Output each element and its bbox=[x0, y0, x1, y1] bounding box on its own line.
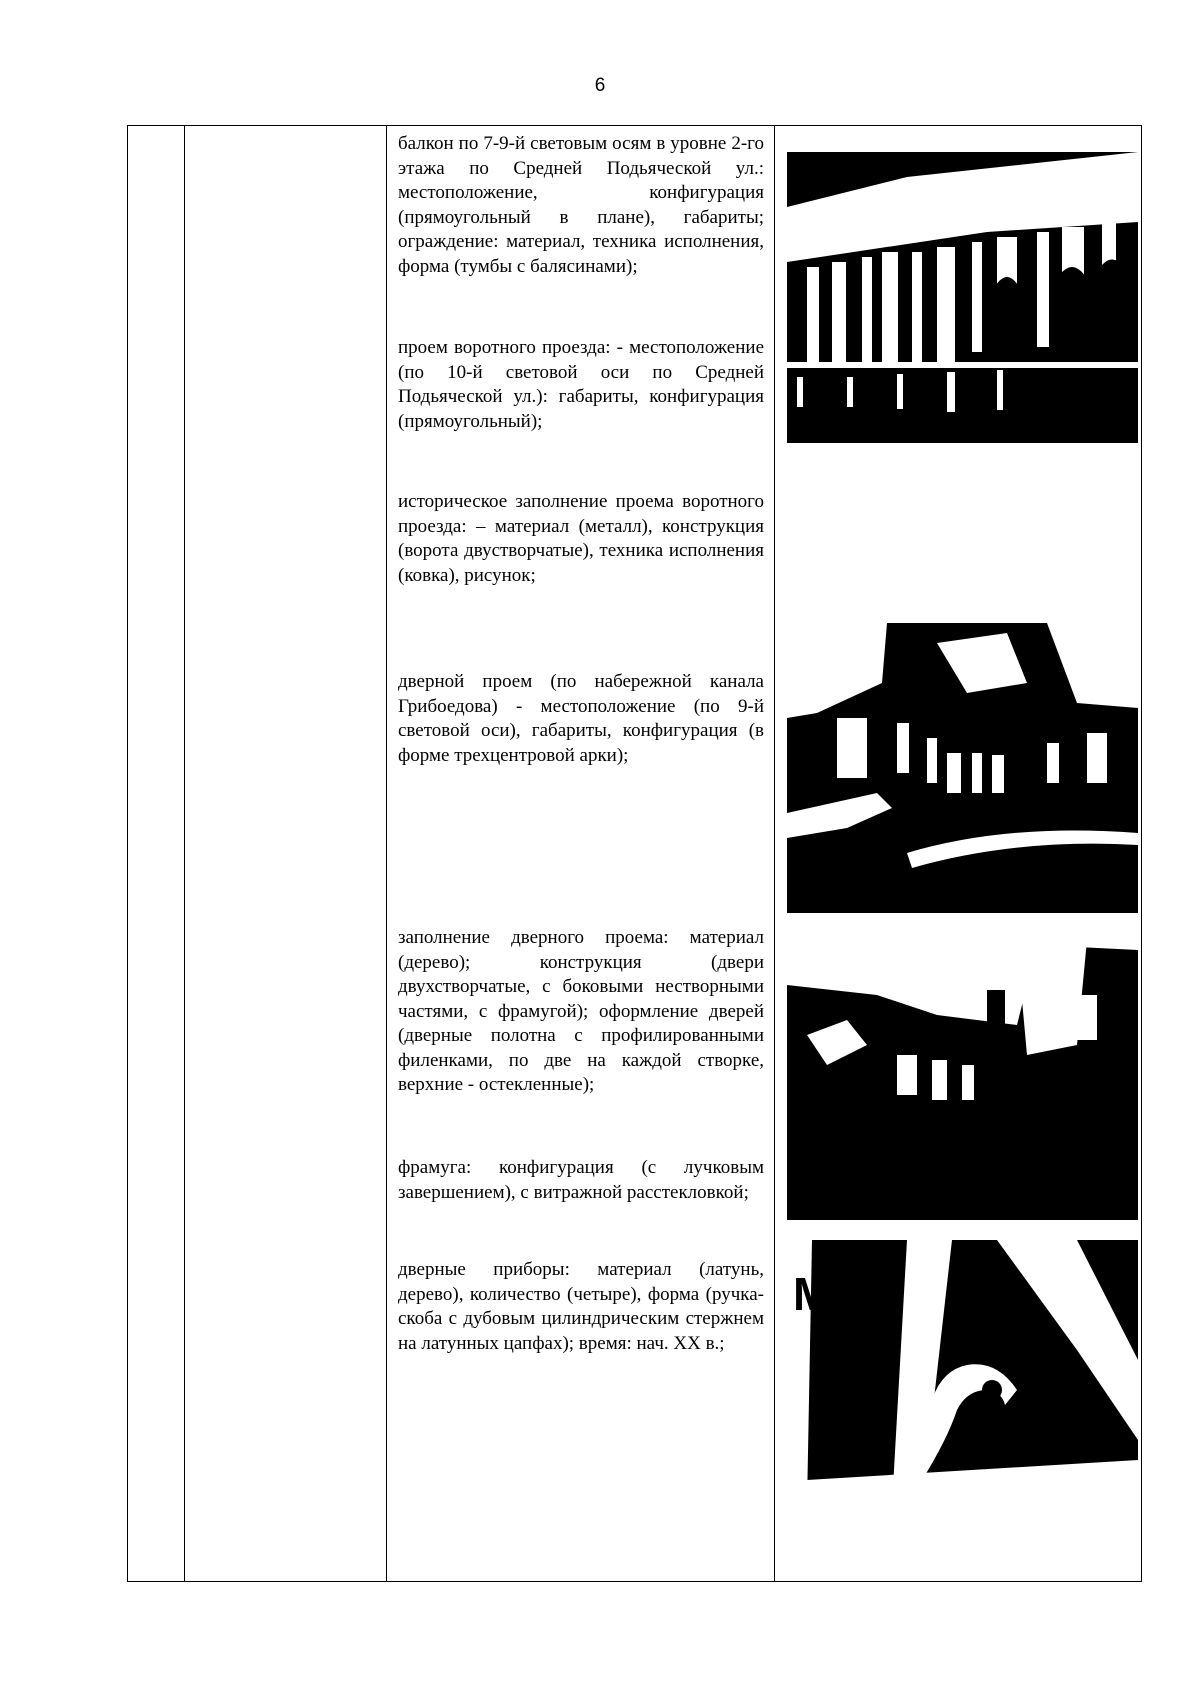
building-facade-balcony-photo bbox=[787, 152, 1138, 443]
column-divider-3 bbox=[774, 126, 775, 1581]
door-opening-description: дверной проем (по набережной канала Грибоедова) - местоположение (по 9-й световой оси), габариты, конфигурация (в форме трехцентровой арки); bbox=[398, 671, 764, 766]
transom-description: фрамуга: конфигурация (с лучковым завершением), с витражной расстекловкой; bbox=[398, 1157, 764, 1203]
gateway-opening-description: проем воротного проезда: - местоположение (по 10-й световой оси по Средней Подьяческой ул.): габариты, конфигурация (прямоугольный); bbox=[398, 337, 764, 432]
door-filling-description: заполнение дверного проема: материал (дерево); конструкция (двери двухстворчатые, с боковыми нестворными частями, с фрамугой); оформление дверей (дверные полотна с профилированными филенками, по две на каждой створке, верхние - остекленные); bbox=[398, 927, 764, 1095]
column-divider-2 bbox=[386, 126, 387, 1581]
door-hardware-description: дверные приборы: материал (латунь, дерево), количество (четыре), форма (ручка-скоба с дубовым цилиндрическим стержнем на латунных цапфах); время: нач. XX в.; bbox=[398, 1259, 764, 1354]
column-divider-1 bbox=[184, 126, 185, 1581]
page-number: 6 bbox=[594, 75, 606, 96]
gateway-filling-description: историческое заполнение проема воротного проезда: – материал (металл), конструкция (ворота двустворчатые), техника исполнения (ковка), рисунок; bbox=[398, 491, 764, 586]
gateway-and-entrance-photo bbox=[787, 623, 1138, 913]
door-handle-photo bbox=[787, 1240, 1138, 1505]
balcony-description: балкон по 7-9-й световым осям в уровне 2-го этажа по Средней Подьяческой ул.: местоположение, конфигурация (прямоугольный в плане), габариты; ограждение: материал, техника исполнения, форма (тумбы с балясинами); bbox=[398, 133, 764, 277]
door-filling-photo bbox=[787, 935, 1138, 1220]
svg-text:M: M bbox=[793, 1268, 832, 1320]
